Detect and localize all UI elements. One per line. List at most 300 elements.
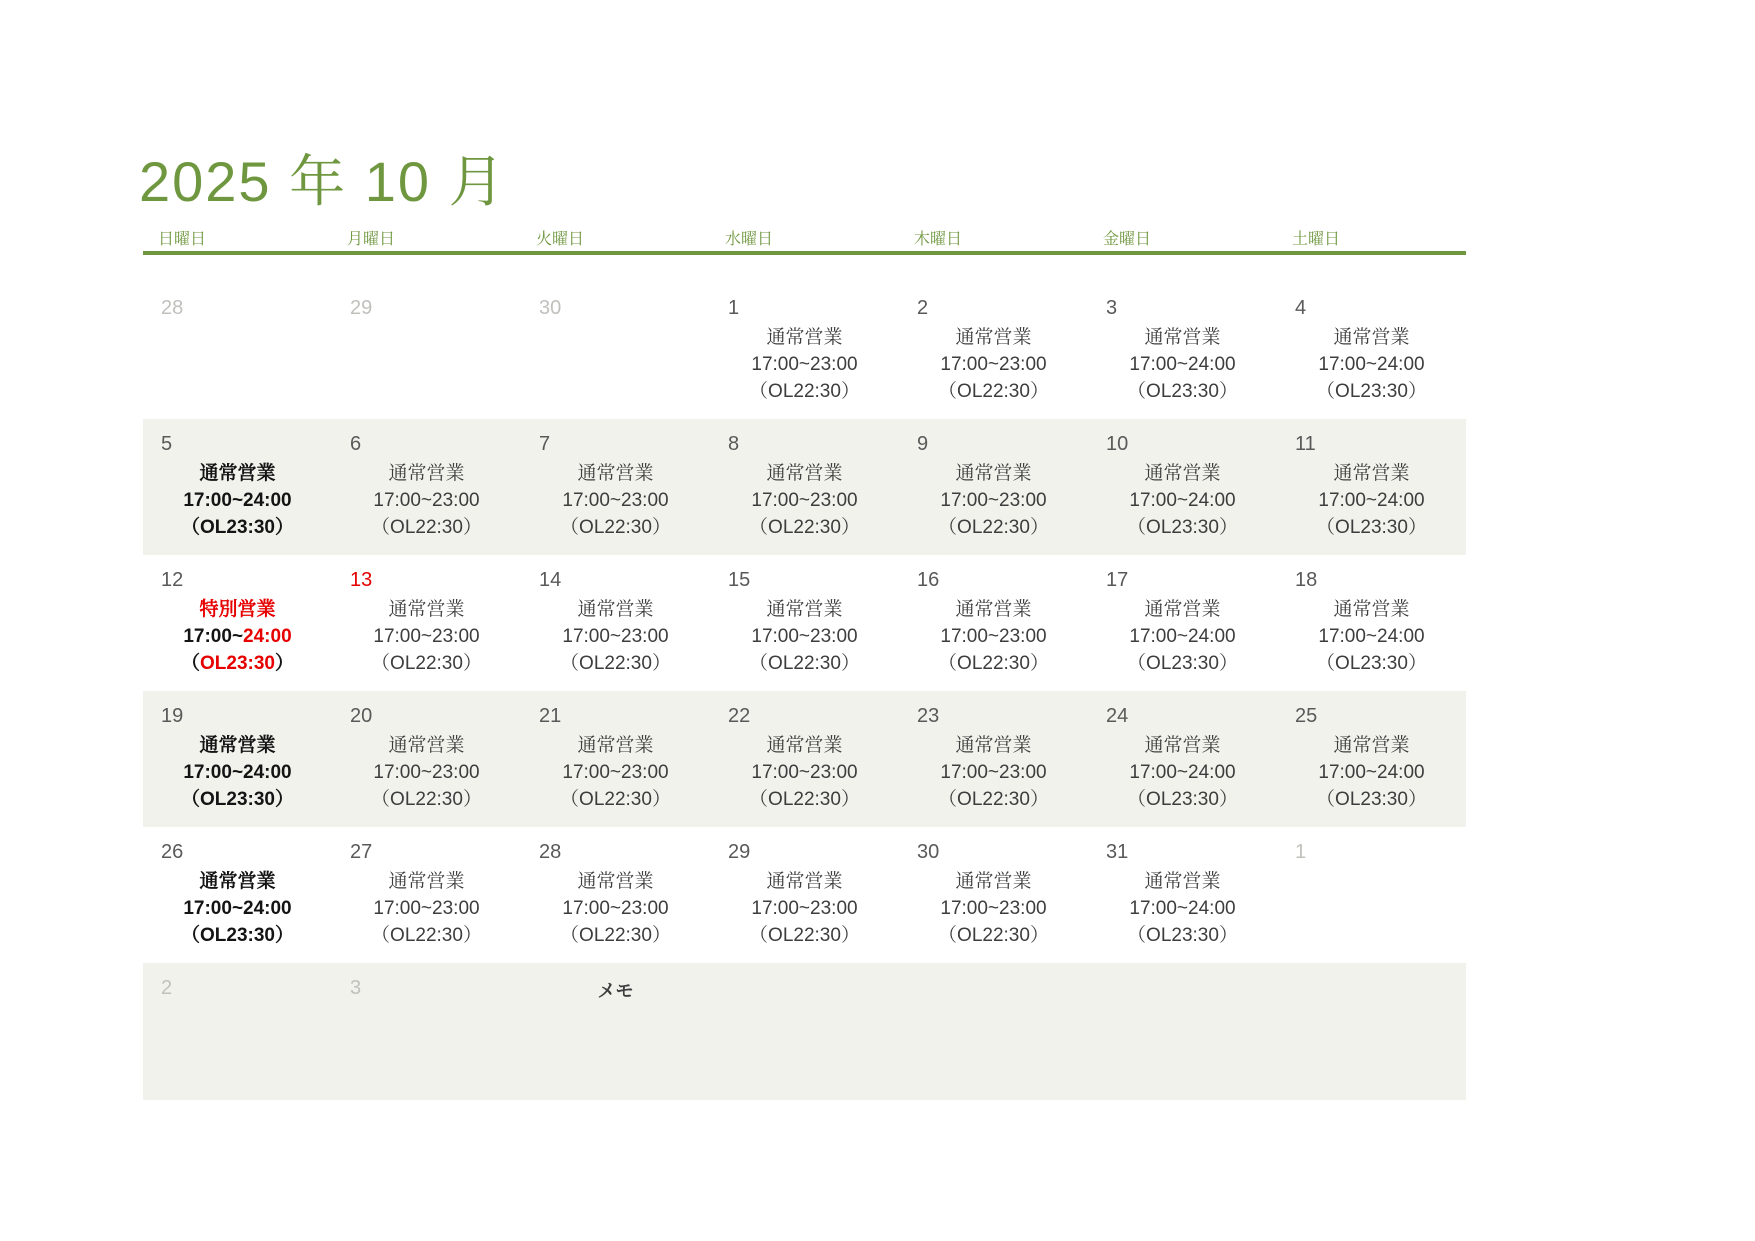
day-number: 2 xyxy=(161,977,173,999)
day-number: 13 xyxy=(350,569,373,591)
hours-text: 17:00~23:00 xyxy=(940,490,1047,511)
weekday-header-5: 金曜日 xyxy=(1103,231,1152,248)
hours-text: 17:00~23:00 xyxy=(562,898,669,919)
day-number: 30 xyxy=(917,841,940,863)
hours-text: 17:00~23:00 xyxy=(373,626,480,647)
hours-text: 17:00~23:00 xyxy=(940,762,1047,783)
hours-line xyxy=(143,650,332,677)
day-number: 18 xyxy=(1295,569,1318,591)
day-number: 22 xyxy=(728,705,751,727)
business-hours-entry xyxy=(710,324,899,405)
day-number: 9 xyxy=(917,433,929,455)
hours-text: 通常営業 xyxy=(577,599,654,620)
day-cell xyxy=(332,691,521,827)
hours-text: 通常営業 xyxy=(955,327,1032,348)
hours-text: 17:00~23:00 xyxy=(373,898,480,919)
hours-line xyxy=(1088,324,1277,351)
hours-text: 17:00~23:00 xyxy=(940,626,1047,647)
hours-line xyxy=(332,895,521,922)
hours-text: 通常営業 xyxy=(766,735,843,756)
hours-text: （OL22:30） xyxy=(749,517,860,538)
hours-line xyxy=(1277,596,1466,623)
hours-text: 通常営業 xyxy=(766,327,843,348)
hours-text: （OL22:30） xyxy=(371,789,482,810)
day-cell xyxy=(143,555,332,691)
day-number: 14 xyxy=(539,569,562,591)
hours-line xyxy=(710,324,899,351)
hours-line xyxy=(1088,732,1277,759)
hours-text: （OL23:30） xyxy=(1316,381,1427,402)
hours-line xyxy=(1277,351,1466,378)
day-cell xyxy=(1088,555,1277,691)
hours-line xyxy=(332,487,521,514)
day-number: 23 xyxy=(917,705,940,727)
day-cell xyxy=(1277,963,1466,1100)
hours-text: 17:00~24:00 xyxy=(183,898,292,919)
hours-line xyxy=(1277,487,1466,514)
hours-line xyxy=(1088,922,1277,949)
day-cell xyxy=(521,827,710,963)
hours-text: （OL22:30） xyxy=(749,925,860,946)
hours-line xyxy=(521,759,710,786)
day-cell xyxy=(899,963,1088,1100)
day-cell xyxy=(143,827,332,963)
hours-text: 17:00~23:00 xyxy=(751,626,858,647)
weekday-header-3: 水曜日 xyxy=(725,231,774,248)
business-hours-entry xyxy=(1088,732,1277,813)
hours-line xyxy=(899,759,1088,786)
day-cell xyxy=(143,419,332,555)
hours-text-red: 24:00 xyxy=(243,626,292,647)
hours-line xyxy=(332,786,521,813)
day-cell xyxy=(143,255,332,419)
calendar xyxy=(143,226,1466,1100)
day-cell xyxy=(710,827,899,963)
hours-line xyxy=(521,895,710,922)
hours-line xyxy=(143,623,332,650)
hours-text: （OL23:30） xyxy=(1316,517,1427,538)
hours-text: 17:00~23:00 xyxy=(940,354,1047,375)
hours-line xyxy=(710,922,899,949)
hours-line xyxy=(521,922,710,949)
hours-line xyxy=(143,922,332,949)
business-hours-entry xyxy=(143,596,332,677)
day-cell xyxy=(899,419,1088,555)
business-hours-entry xyxy=(521,460,710,541)
day-cell xyxy=(1088,963,1277,1100)
day-cell xyxy=(143,691,332,827)
hours-text: 通常営業 xyxy=(1144,599,1221,620)
hours-line xyxy=(710,786,899,813)
business-hours-entry xyxy=(521,732,710,813)
hours-text: （OL23:30） xyxy=(181,517,294,538)
weekday-header-2: 火曜日 xyxy=(536,231,585,248)
hours-line xyxy=(521,487,710,514)
hours-text: （OL23:30） xyxy=(1127,653,1238,674)
hours-line xyxy=(899,596,1088,623)
hours-line xyxy=(1088,378,1277,405)
hours-text: （OL22:30） xyxy=(371,517,482,538)
hours-text: 通常営業 xyxy=(1333,735,1410,756)
hours-text: （OL23:30） xyxy=(1127,517,1238,538)
hours-text: （OL22:30） xyxy=(371,925,482,946)
hours-line xyxy=(143,596,332,623)
hours-text: （OL22:30） xyxy=(749,653,860,674)
hours-text: 通常営業 xyxy=(955,599,1032,620)
business-hours-entry xyxy=(143,868,332,949)
business-hours-entry xyxy=(1088,596,1277,677)
day-cell xyxy=(710,419,899,555)
hours-line xyxy=(332,596,521,623)
hours-text: （OL23:30） xyxy=(1127,381,1238,402)
day-number: 26 xyxy=(161,841,184,863)
hours-line xyxy=(1088,650,1277,677)
hours-text: 17:00~24:00 xyxy=(1129,626,1236,647)
week-row-6 xyxy=(143,963,1466,1100)
business-hours-entry xyxy=(1277,732,1466,813)
day-number: 15 xyxy=(728,569,751,591)
hours-text: 17:00~24:00 xyxy=(1129,898,1236,919)
day-cell xyxy=(1277,555,1466,691)
hours-line xyxy=(710,487,899,514)
hours-text: （OL22:30） xyxy=(560,517,671,538)
day-cell xyxy=(332,963,521,1100)
hours-line xyxy=(710,623,899,650)
calendar-grid xyxy=(143,255,1466,1100)
hours-text: 通常営業 xyxy=(199,871,276,892)
day-number: 25 xyxy=(1295,705,1318,727)
hours-text: （OL22:30） xyxy=(938,925,1049,946)
hours-text: （ xyxy=(180,653,200,674)
day-number: 20 xyxy=(350,705,373,727)
business-hours-entry xyxy=(1088,460,1277,541)
hours-line xyxy=(332,922,521,949)
hours-line xyxy=(521,786,710,813)
business-hours-entry xyxy=(1277,596,1466,677)
hours-line xyxy=(143,786,332,813)
business-hours-entry xyxy=(710,868,899,949)
weekday-header-4: 木曜日 xyxy=(914,231,963,248)
hours-text: （OL22:30） xyxy=(749,381,860,402)
day-cell xyxy=(899,827,1088,963)
day-cell xyxy=(899,555,1088,691)
hours-line xyxy=(143,868,332,895)
hours-line xyxy=(899,487,1088,514)
day-number: 5 xyxy=(161,433,173,455)
day-cell xyxy=(1088,255,1277,419)
hours-line xyxy=(899,324,1088,351)
hours-text: （OL22:30） xyxy=(749,789,860,810)
day-cell xyxy=(521,963,710,1100)
hours-line xyxy=(1088,786,1277,813)
day-cell xyxy=(1277,255,1466,419)
hours-line xyxy=(899,732,1088,759)
day-number: 17 xyxy=(1106,569,1129,591)
hours-text: 通常営業 xyxy=(955,735,1032,756)
hours-line xyxy=(710,895,899,922)
hours-line xyxy=(899,786,1088,813)
week-row-1 xyxy=(143,255,1466,419)
day-cell xyxy=(710,963,899,1100)
hours-line xyxy=(521,623,710,650)
business-hours-entry xyxy=(899,324,1088,405)
hours-text: 通常営業 xyxy=(388,599,465,620)
hours-line xyxy=(710,868,899,895)
day-number: 11 xyxy=(1295,433,1316,455)
hours-text: （OL22:30） xyxy=(371,653,482,674)
day-number: 12 xyxy=(161,569,184,591)
business-hours-entry xyxy=(1277,460,1466,541)
hours-line xyxy=(1277,378,1466,405)
week-row-4 xyxy=(143,691,1466,827)
hours-text: （OL22:30） xyxy=(938,653,1049,674)
hours-line xyxy=(899,514,1088,541)
hours-line xyxy=(710,759,899,786)
hours-line xyxy=(332,732,521,759)
hours-line xyxy=(332,759,521,786)
hours-text: （OL23:30） xyxy=(181,925,294,946)
hours-line xyxy=(332,514,521,541)
hours-text: （OL23:30） xyxy=(1127,789,1238,810)
hours-line xyxy=(1277,460,1466,487)
hours-text: 通常営業 xyxy=(1144,871,1221,892)
hours-text: 17:00~24:00 xyxy=(183,490,292,511)
hours-text: （OL22:30） xyxy=(938,789,1049,810)
day-number: 24 xyxy=(1106,705,1129,727)
hours-text: 通常営業 xyxy=(388,871,465,892)
day-cell xyxy=(332,555,521,691)
business-hours-entry xyxy=(1277,324,1466,405)
day-cell xyxy=(1277,827,1466,963)
memo-label: メモ xyxy=(597,981,634,1001)
business-hours-entry xyxy=(332,868,521,949)
hours-line xyxy=(1088,514,1277,541)
hours-line xyxy=(1088,596,1277,623)
hours-line xyxy=(899,922,1088,949)
day-cell xyxy=(1088,827,1277,963)
hours-text: 通常営業 xyxy=(955,871,1032,892)
day-number: 10 xyxy=(1106,433,1129,455)
hours-line xyxy=(899,623,1088,650)
hours-text: 17:00~24:00 xyxy=(1129,354,1236,375)
hours-text: 17:00~24:00 xyxy=(1318,490,1425,511)
hours-text: （OL22:30） xyxy=(938,517,1049,538)
hours-text: 17:00~23:00 xyxy=(373,762,480,783)
hours-line xyxy=(710,460,899,487)
day-number: 8 xyxy=(728,433,740,455)
hours-text: 17:00~24:00 xyxy=(1318,626,1425,647)
day-number: 29 xyxy=(728,841,751,863)
hours-text: 通常営業 xyxy=(1144,327,1221,348)
hours-text: （OL22:30） xyxy=(560,653,671,674)
hours-line xyxy=(521,596,710,623)
day-number: 30 xyxy=(539,297,562,319)
hours-text: 通常営業 xyxy=(388,735,465,756)
week-row-2 xyxy=(143,419,1466,555)
day-number: 3 xyxy=(350,977,362,999)
hours-line xyxy=(1088,487,1277,514)
day-cell xyxy=(1088,691,1277,827)
hours-line xyxy=(1277,623,1466,650)
hours-line xyxy=(710,514,899,541)
business-hours-entry xyxy=(899,596,1088,677)
hours-line xyxy=(899,460,1088,487)
hours-text: 通常営業 xyxy=(577,463,654,484)
hours-text: 17:00~23:00 xyxy=(751,898,858,919)
hours-line xyxy=(332,650,521,677)
day-cell xyxy=(899,255,1088,419)
hours-line xyxy=(521,868,710,895)
hours-text: 17:00~24:00 xyxy=(1129,490,1236,511)
business-hours-entry xyxy=(332,596,521,677)
weekday-header-6: 土曜日 xyxy=(1292,231,1341,248)
day-number: 19 xyxy=(161,705,184,727)
hours-line xyxy=(1277,514,1466,541)
day-cell xyxy=(1277,419,1466,555)
business-hours-entry xyxy=(521,868,710,949)
hours-line xyxy=(710,650,899,677)
day-cell xyxy=(521,555,710,691)
hours-line xyxy=(899,868,1088,895)
hours-line xyxy=(1277,786,1466,813)
hours-text: 17:00~23:00 xyxy=(562,490,669,511)
hours-text: 通常営業 xyxy=(766,463,843,484)
weekday-header-0: 日曜日 xyxy=(158,231,207,248)
day-number: 27 xyxy=(350,841,373,863)
hours-line xyxy=(332,623,521,650)
day-number: 29 xyxy=(350,297,373,319)
hours-line xyxy=(521,732,710,759)
hours-text: ） xyxy=(274,653,294,674)
hours-line xyxy=(143,759,332,786)
week-row-5 xyxy=(143,827,1466,963)
hours-text: 通常営業 xyxy=(766,599,843,620)
hours-line xyxy=(1088,623,1277,650)
day-number: 31 xyxy=(1106,841,1129,863)
business-hours-entry xyxy=(332,732,521,813)
hours-line xyxy=(332,460,521,487)
business-hours-entry xyxy=(899,732,1088,813)
day-number: 2 xyxy=(917,297,929,319)
hours-text: （OL23:30） xyxy=(1316,789,1427,810)
hours-line xyxy=(521,460,710,487)
hours-text: 17:00~23:00 xyxy=(562,626,669,647)
day-cell xyxy=(521,255,710,419)
business-hours-entry xyxy=(899,868,1088,949)
day-cell xyxy=(521,691,710,827)
hours-line xyxy=(710,596,899,623)
hours-text: 通常営業 xyxy=(577,871,654,892)
day-number: 21 xyxy=(539,705,562,727)
hours-line xyxy=(710,378,899,405)
hours-text: 17:00~ xyxy=(183,626,244,647)
day-cell xyxy=(332,827,521,963)
business-hours-entry xyxy=(1088,868,1277,949)
hours-text: 17:00~23:00 xyxy=(751,490,858,511)
page-title: 2025 年 10 月 xyxy=(139,150,507,213)
hours-text: 通常営業 xyxy=(577,735,654,756)
hours-text: （OL22:30） xyxy=(560,789,671,810)
hours-line xyxy=(143,732,332,759)
hours-line xyxy=(710,351,899,378)
hours-text: 17:00~23:00 xyxy=(562,762,669,783)
hours-text: 通常営業 xyxy=(1333,599,1410,620)
hours-line xyxy=(1088,460,1277,487)
day-cell xyxy=(710,691,899,827)
business-hours-entry xyxy=(710,460,899,541)
hours-line xyxy=(1088,759,1277,786)
hours-line xyxy=(143,514,332,541)
hours-text: 17:00~23:00 xyxy=(751,762,858,783)
hours-text: （OL23:30） xyxy=(181,789,294,810)
hours-text: （OL22:30） xyxy=(560,925,671,946)
day-cell xyxy=(332,255,521,419)
day-number: 1 xyxy=(1295,841,1307,863)
hours-text: 通常営業 xyxy=(1333,327,1410,348)
day-cell xyxy=(143,963,332,1100)
hours-text: （OL22:30） xyxy=(938,381,1049,402)
day-number: 7 xyxy=(539,433,551,455)
hours-text: 通常営業 xyxy=(199,735,276,756)
day-number: 28 xyxy=(539,841,562,863)
hours-text: 17:00~24:00 xyxy=(183,762,292,783)
hours-text: 通常営業 xyxy=(199,463,276,484)
hours-text: 通常営業 xyxy=(955,463,1032,484)
hours-text: 通常営業 xyxy=(388,463,465,484)
hours-line xyxy=(710,732,899,759)
hours-text: （OL23:30） xyxy=(1316,653,1427,674)
hours-line xyxy=(1088,868,1277,895)
business-hours-entry xyxy=(143,732,332,813)
hours-line xyxy=(899,351,1088,378)
hours-line xyxy=(899,650,1088,677)
hours-text: 通常営業 xyxy=(1144,463,1221,484)
weekday-header-1: 月曜日 xyxy=(347,231,396,248)
hours-text: 17:00~24:00 xyxy=(1318,354,1425,375)
day-number: 3 xyxy=(1106,297,1118,319)
weekday-header-row xyxy=(143,226,1466,250)
day-cell xyxy=(332,419,521,555)
hours-line xyxy=(143,487,332,514)
day-cell xyxy=(1277,691,1466,827)
day-number: 4 xyxy=(1295,297,1307,319)
hours-line xyxy=(521,514,710,541)
hours-line xyxy=(899,378,1088,405)
hours-line xyxy=(1088,895,1277,922)
hours-text: 17:00~23:00 xyxy=(373,490,480,511)
hours-line xyxy=(899,895,1088,922)
business-hours-entry xyxy=(710,596,899,677)
business-hours-entry xyxy=(710,732,899,813)
day-cell xyxy=(521,419,710,555)
hours-text: 17:00~23:00 xyxy=(940,898,1047,919)
hours-text: 17:00~23:00 xyxy=(751,354,858,375)
hours-text: 17:00~24:00 xyxy=(1129,762,1236,783)
hours-line xyxy=(1277,732,1466,759)
hours-line xyxy=(1277,759,1466,786)
day-cell xyxy=(1088,419,1277,555)
business-hours-entry xyxy=(143,460,332,541)
day-number: 6 xyxy=(350,433,362,455)
hours-text: 通常営業 xyxy=(766,871,843,892)
business-hours-entry xyxy=(899,460,1088,541)
hours-text: 通常営業 xyxy=(1144,735,1221,756)
business-hours-entry xyxy=(332,460,521,541)
day-cell xyxy=(710,555,899,691)
week-row-3 xyxy=(143,555,1466,691)
day-cell xyxy=(899,691,1088,827)
business-hours-entry xyxy=(1088,324,1277,405)
